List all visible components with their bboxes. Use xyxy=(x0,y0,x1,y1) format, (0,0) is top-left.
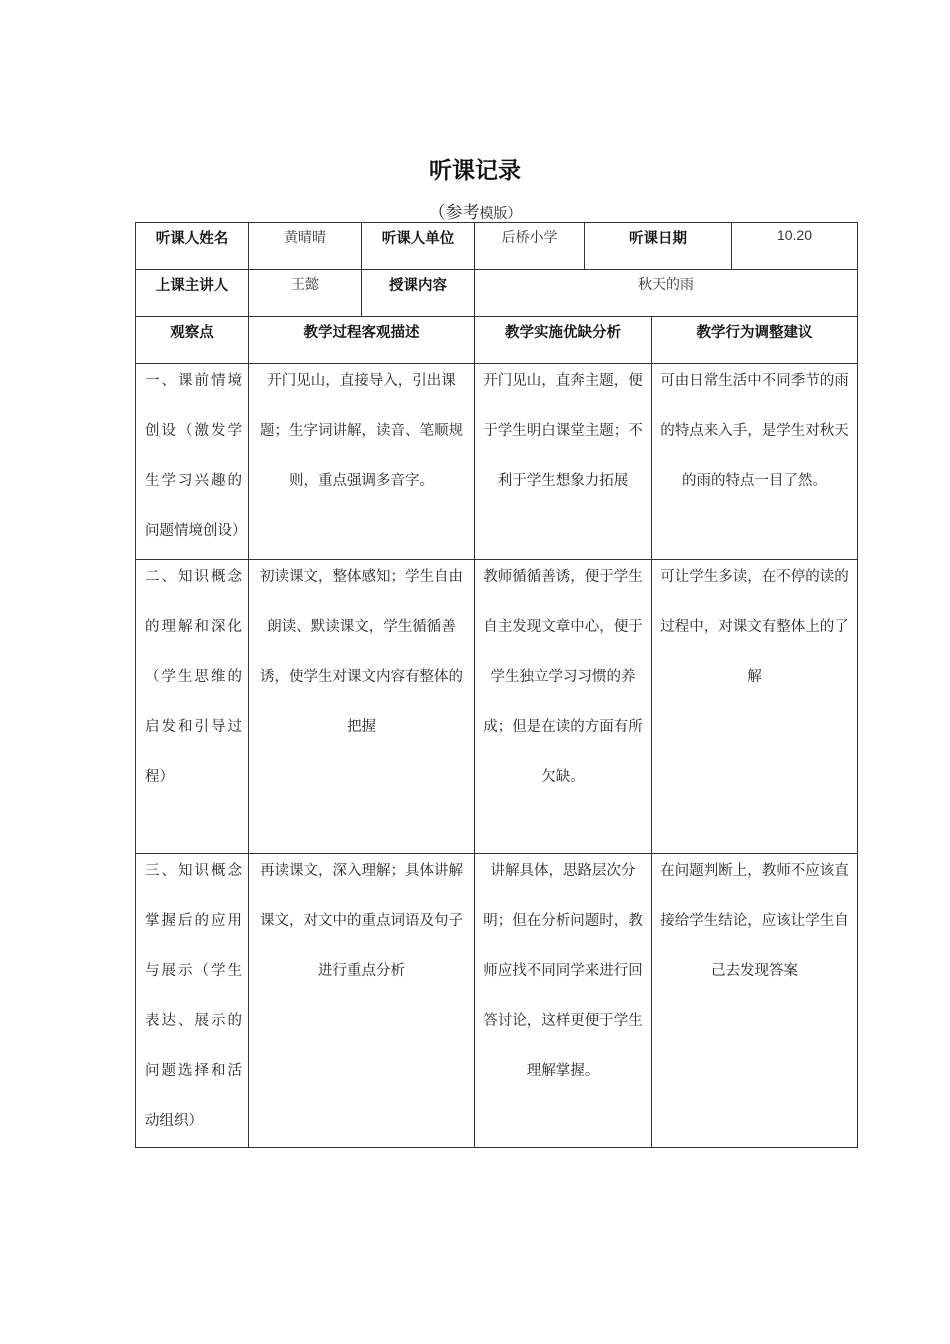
header-row-2 xyxy=(136,270,858,317)
row-3-analysis: 讲解具体，思路层次分明；但在分析问题时，教师应找不同同学来进行回答讨论，这样更便于学生理解掌握。 xyxy=(475,854,652,1148)
content-value: 秋天的雨 xyxy=(475,270,858,317)
row-1-suggestion: 可由日常生活中不同季节的雨的特点来入手，是学生对秋天的雨的特点一目了然。 xyxy=(652,364,858,560)
row-1-analysis: 开门见山，直奔主题，便于学生明白课堂主题；不利于学生想象力拓展 xyxy=(475,364,652,560)
table-row xyxy=(136,364,858,560)
listener-unit-label: 听课人单位 xyxy=(362,223,475,270)
row-1-observation: 一、课前情境创设（激发学生学习兴趣的问题情境创设） xyxy=(136,364,249,560)
page-title: 听课记录 xyxy=(429,158,521,184)
table-row xyxy=(136,560,858,854)
listener-name-label: 听课人姓名 xyxy=(136,223,249,270)
row-3-description: 再读课文，深入理解；具体讲解课文，对文中的重点词语及句子进行重点分析 xyxy=(249,854,475,1148)
table-row xyxy=(136,854,858,1148)
row-2-observation: 二、知识概念的理解和深化（学生思维的启发和引导过程） xyxy=(136,560,249,854)
row-1-description: 开门见山，直接导入，引出课题；生字词讲解，读音、笔顺规则，重点强调多音字。 xyxy=(249,364,475,560)
col-observation: 观察点 xyxy=(136,317,249,364)
listener-name-value: 黄晴晴 xyxy=(249,223,362,270)
header-row-1 xyxy=(136,223,858,270)
lecture-record-table xyxy=(135,222,858,1148)
row-3-observation: 三、知识概念掌握后的应用与展示（学生表达、展示的问题选择和活动组织） xyxy=(136,854,249,1148)
col-suggestion: 教学行为调整建议 xyxy=(652,317,858,364)
row-2-suggestion: 可让学生多读，在不停的读的过程中，对课文有整体上的了解 xyxy=(652,560,858,854)
subtitle-main: （参考 xyxy=(428,203,480,223)
col-analysis: 教学实施优缺分析 xyxy=(475,317,652,364)
row-2-description: 初读课文，整体感知；学生自由朗读、默读课文，学生循循善诱，使学生对课文内容有整体的把握 xyxy=(249,560,475,854)
subtitle-small: 模版） xyxy=(479,206,522,222)
content-label: 授课内容 xyxy=(362,270,475,317)
date-label: 听课日期 xyxy=(585,223,732,270)
col-description: 教学过程客观描述 xyxy=(249,317,475,364)
page-subtitle xyxy=(0,198,950,223)
lecturer-value: 王懿 xyxy=(249,270,362,317)
row-3-suggestion: 在问题判断上，教师不应该直接给学生结论，应该让学生自己去发现答案 xyxy=(652,854,858,1148)
date-value: 10.20 xyxy=(732,223,858,270)
lecturer-label: 上课主讲人 xyxy=(136,270,249,317)
listener-unit-value: 后桥小学 xyxy=(475,223,585,270)
row-2-analysis: 教师循循善诱，便于学生自主发现文章中心，便于学生独立学习习惯的养成；但是在读的方面有所欠缺。 xyxy=(475,560,652,854)
